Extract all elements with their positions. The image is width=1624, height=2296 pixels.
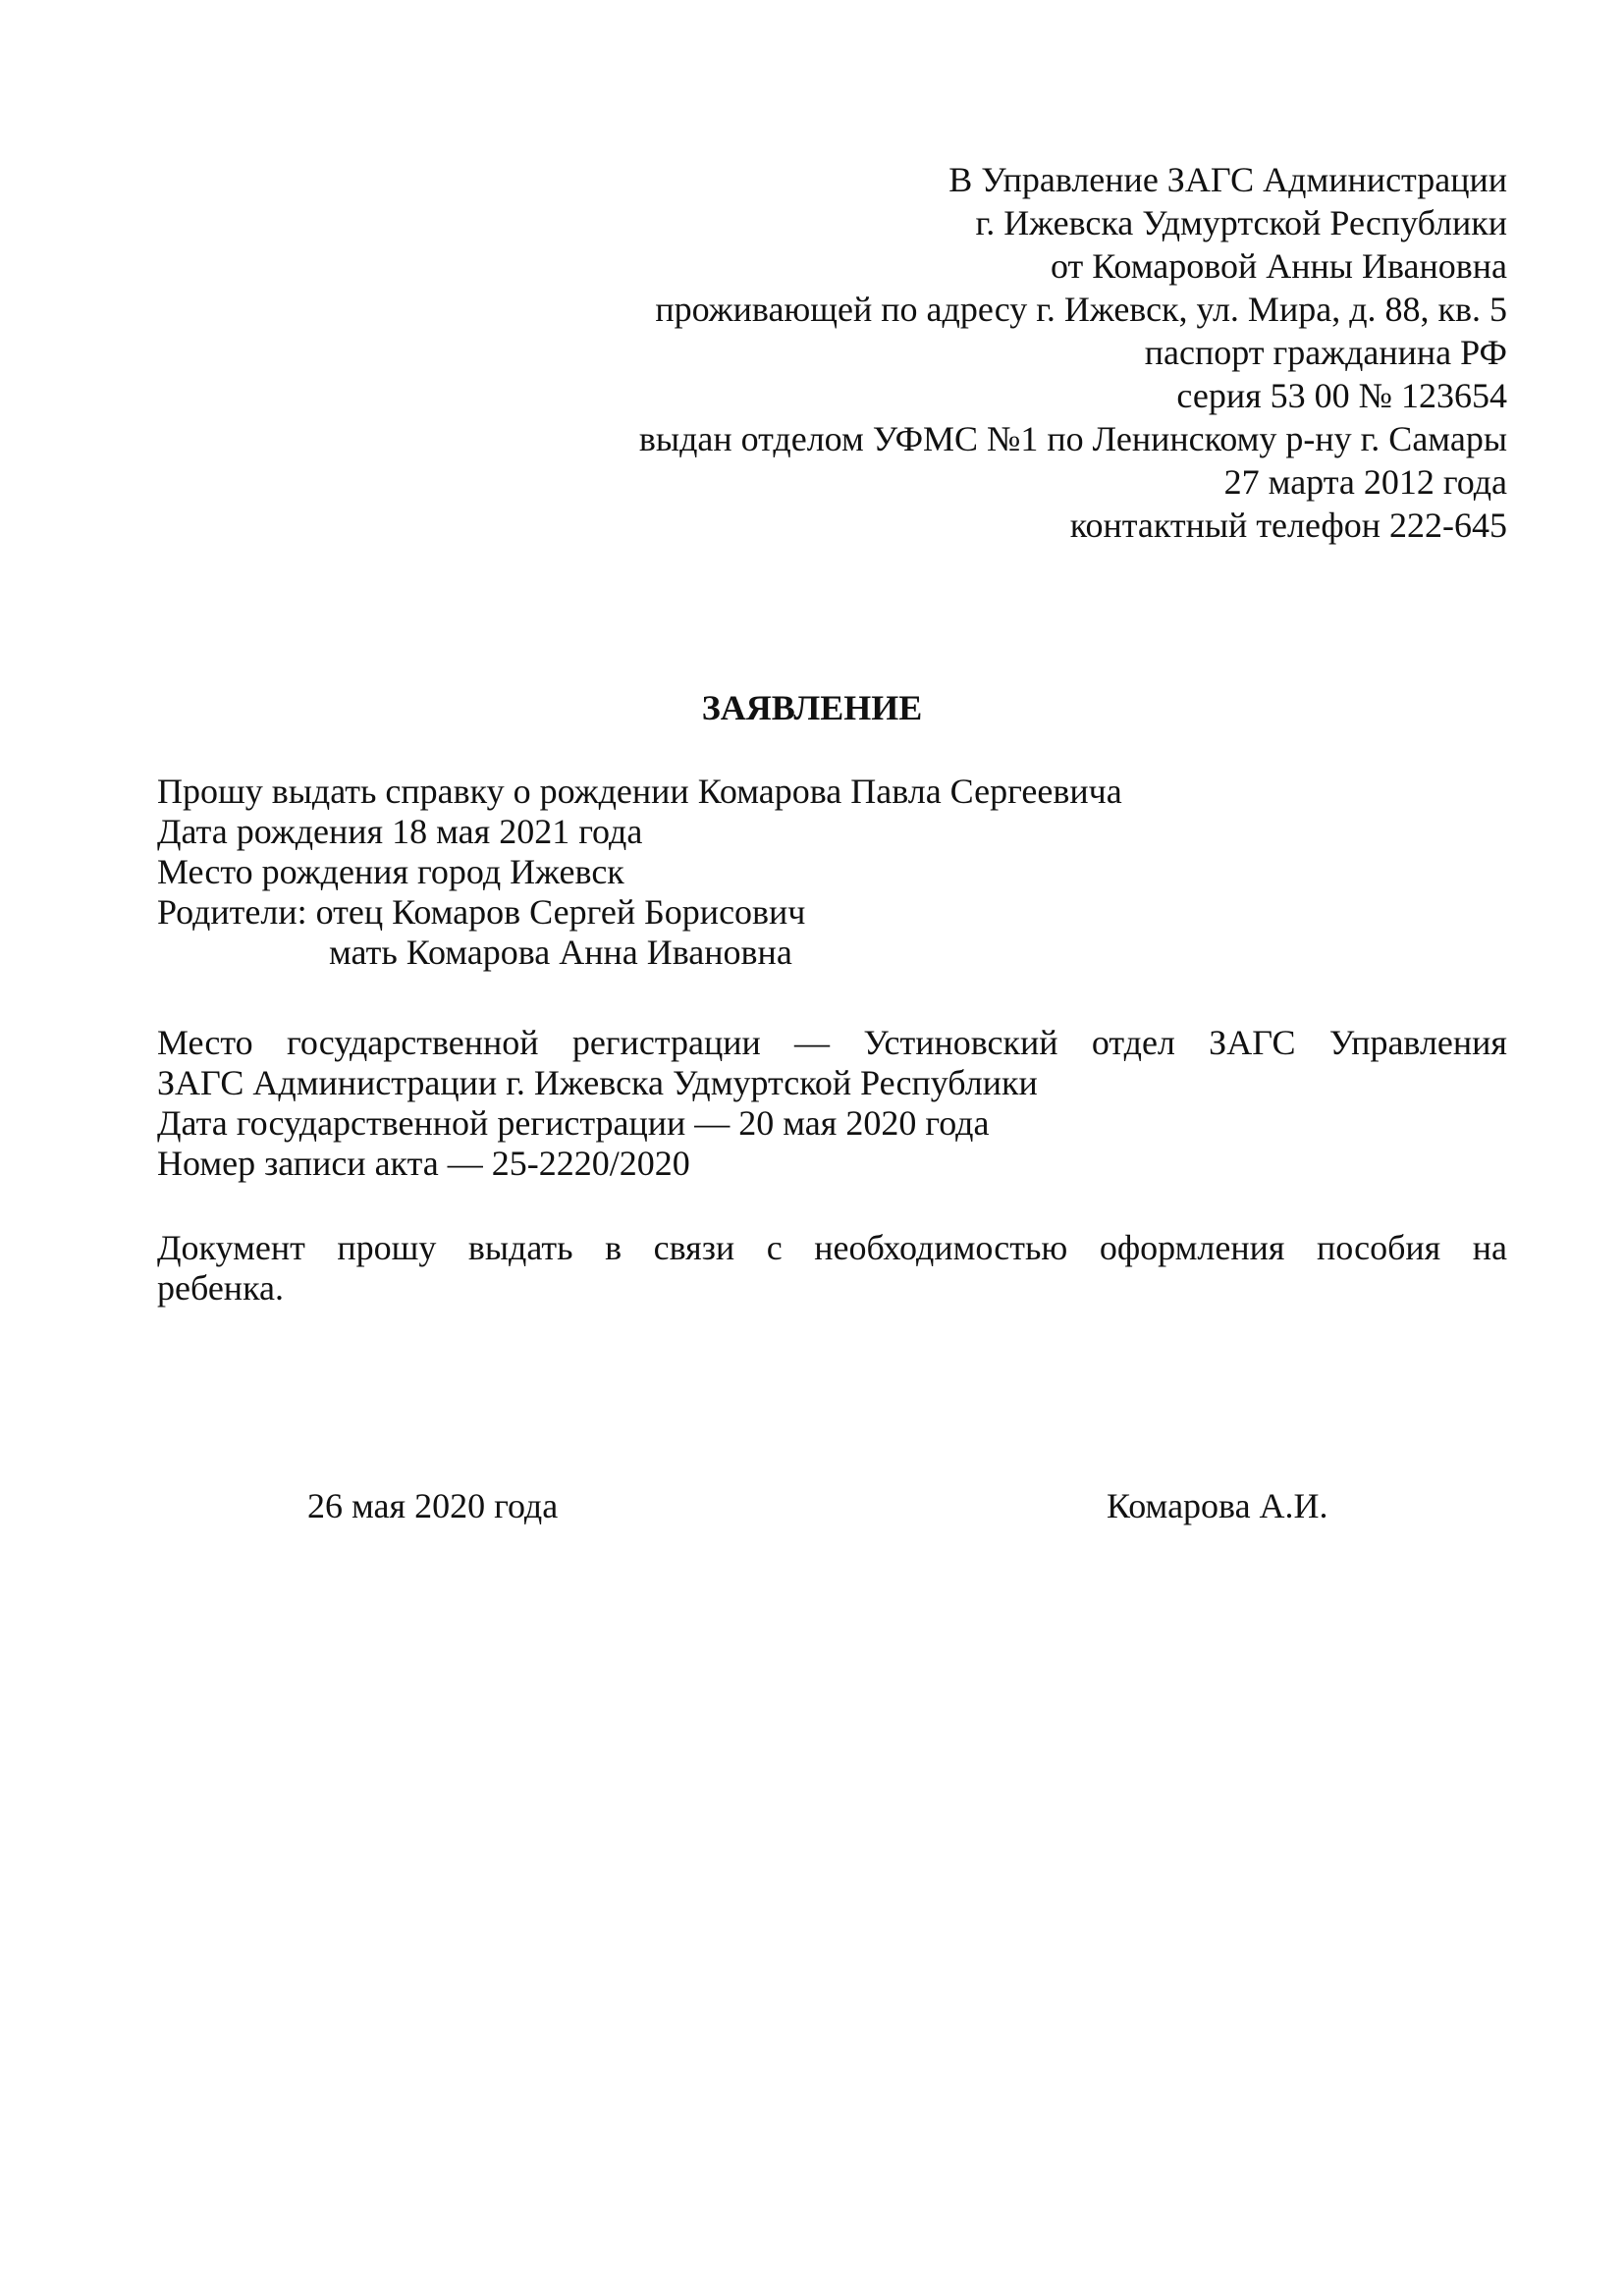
signature-name: Комарова А.И. <box>1107 1486 1328 1525</box>
header-line-recipient-city: г. Ижевска Удмуртской Республики <box>975 203 1507 242</box>
registration-block <box>157 1023 1507 1184</box>
header-line-address: проживающей по адресу г. Ижевск, ул. Мира, д. 88, кв. 5 <box>655 290 1507 329</box>
birth-place-line: Место рождения город Ижевск <box>157 852 624 891</box>
request-block <box>157 772 1507 973</box>
reason-line1: Документ прошу выдать в связи с необходимостью оформления пособия на <box>157 1228 1507 1267</box>
birth-date-line: Дата рождения 18 мая 2021 года <box>157 812 643 851</box>
header-line-passport-issuer: выдан отделом УФМС №1 по Ленинскому р-ну г. Самары <box>638 419 1507 458</box>
signature-date: 26 мая 2020 года <box>307 1486 559 1525</box>
addressee-header <box>639 158 1507 547</box>
registration-date-line: Дата государственной регистрации — 20 мая 2020 года <box>157 1103 990 1143</box>
header-line-phone: контактный телефон 222-645 <box>1069 506 1507 545</box>
reason-line2: ребенка. <box>157 1268 284 1308</box>
reason-block <box>157 1228 1507 1308</box>
header-line-recipient: В Управление ЗАГС Администрации <box>948 160 1507 199</box>
record-number-line: Номер записи акта — 25-2220/2020 <box>157 1144 690 1183</box>
registration-place-line1: Место государственной регистрации — Устиновский отдел ЗАГС Управления <box>157 1023 1507 1062</box>
mother-line: мать Комарова Анна Ивановна <box>329 933 792 972</box>
document-title: ЗАЯВЛЕНИЕ <box>701 688 923 727</box>
header-line-passport-date: 27 марта 2012 года <box>1223 462 1507 502</box>
header-line-passport: паспорт гражданина РФ <box>1144 333 1507 372</box>
registration-place-line2: ЗАГС Администрации г. Ижевска Удмуртской Республики <box>157 1063 1038 1102</box>
header-line-passport-series: серия 53 00 № 123654 <box>1176 376 1507 415</box>
header-line-applicant: от Комаровой Анны Ивановна <box>1050 246 1507 286</box>
father-line: Родители: отец Комаров Сергей Борисович <box>157 892 806 932</box>
request-line: Прошу выдать справку о рождении Комарова Павла Сергеевича <box>157 772 1122 811</box>
